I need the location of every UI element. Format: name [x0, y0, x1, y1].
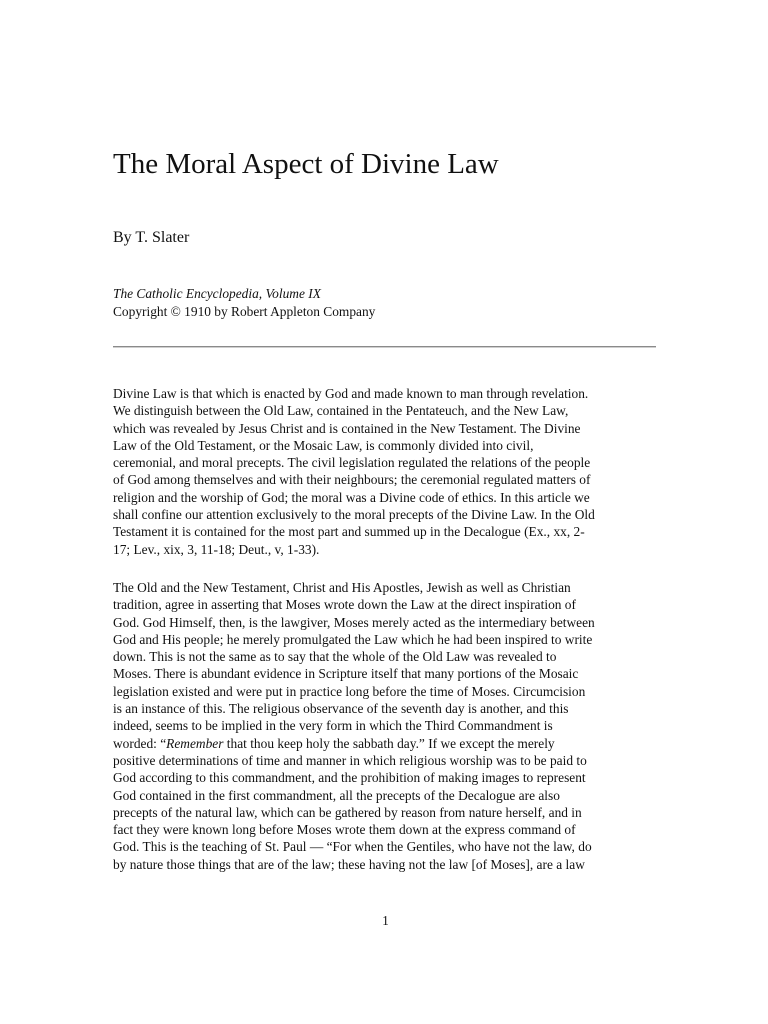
- source-block: [113, 285, 375, 321]
- text-line: religion and the worship of God; the moral was a Divine code of ethics. In this article we: [113, 489, 590, 505]
- text-line: God contained in the first commandment, all the precepts of the Decalogue are also: [113, 787, 560, 803]
- text-line: God. God Himself, then, is the lawgiver, Moses merely acted as the intermediary between: [113, 614, 595, 630]
- text-run: that thou keep holy the sabbath day.” If we except the merely: [223, 735, 555, 751]
- text-line: which was revealed by Jesus Christ and is contained in the New Testament. The Divine: [113, 420, 581, 436]
- text-line: God and His people; he merely promulgated the Law which he had been inspired to write: [113, 631, 593, 647]
- text-line: ceremonial, and moral precepts. The civil legislation regulated the relations of the people: [113, 455, 591, 471]
- text-line: is an instance of this. The religious observance of the seventh day is another, and this: [113, 701, 569, 717]
- page-number: 1: [382, 913, 389, 928]
- paragraph-2: [113, 579, 595, 873]
- text-line: We distinguish between the Old Law, contained in the Pentateuch, and the New Law,: [113, 403, 569, 419]
- text-line: shall confine our attention exclusively to the moral precepts of the Divine Law. In the Old: [113, 507, 595, 523]
- text-line: Divine Law is that which is enacted by God and made known to man through revelation.: [113, 386, 589, 401]
- text-line: 17; Lev., xix, 3, 11-18; Deut., v, 1-33).: [113, 541, 320, 557]
- text-line: indeed, seems to be implied in the very form in which the Third Commandment is: [113, 718, 553, 734]
- text-line: by nature those things that are of the law; these having not the law [of Moses], are a law: [113, 856, 585, 872]
- text-line: fact they were known long before Moses wrote them down at the express command of: [113, 822, 576, 838]
- text-run: worded: “: [113, 735, 167, 751]
- text-line: Moses. There is abundant evidence in Scripture itself that many portions of the Mosaic: [113, 666, 579, 682]
- text-line: God. This is the teaching of St. Paul — “For when the Gentiles, who have not the law, do: [113, 839, 592, 855]
- text-line: God according to this commandment, and the prohibition of making images to represent: [113, 770, 586, 786]
- author-byline: By T. Slater: [113, 229, 190, 246]
- italic-emphasis: Remember: [166, 735, 224, 751]
- text-line: positive determinations of time and manner in which religious worship was to be paid to: [113, 752, 587, 768]
- horizontal-divider: [113, 346, 656, 348]
- paragraph-1: [113, 385, 595, 558]
- text-line: The Old and the New Testament, Christ and His Apostles, Jewish as well as Christian: [113, 580, 571, 595]
- text-line: Law of the Old Testament, or the Mosaic Law, is commonly divided into civil,: [113, 437, 534, 453]
- source-citation: The Catholic Encyclopedia, Volume IX: [113, 286, 321, 301]
- text-line: precepts of the natural law, which can be gathered by reason from nature herself, and in: [113, 804, 582, 820]
- text-line: legislation existed and were put in practice long before the time of Moses. Circumcision: [113, 683, 586, 699]
- page-title: The Moral Aspect of Divine Law: [113, 148, 499, 180]
- text-line: of God among themselves and with their neighbours; the ceremonial regulated matters of: [113, 472, 591, 488]
- text-line: Testament it is contained for the most part and summed up in the Decalogue (Ex., xx, 2-: [113, 524, 585, 540]
- text-line-with-italic: [113, 735, 595, 752]
- text-line: down. This is not the same as to say that the whole of the Old Law was revealed to: [113, 649, 557, 665]
- copyright-notice: Copyright © 1910 by Robert Appleton Company: [113, 304, 376, 319]
- text-line: tradition, agree in asserting that Moses wrote down the Law at the direct inspiration of: [113, 597, 576, 613]
